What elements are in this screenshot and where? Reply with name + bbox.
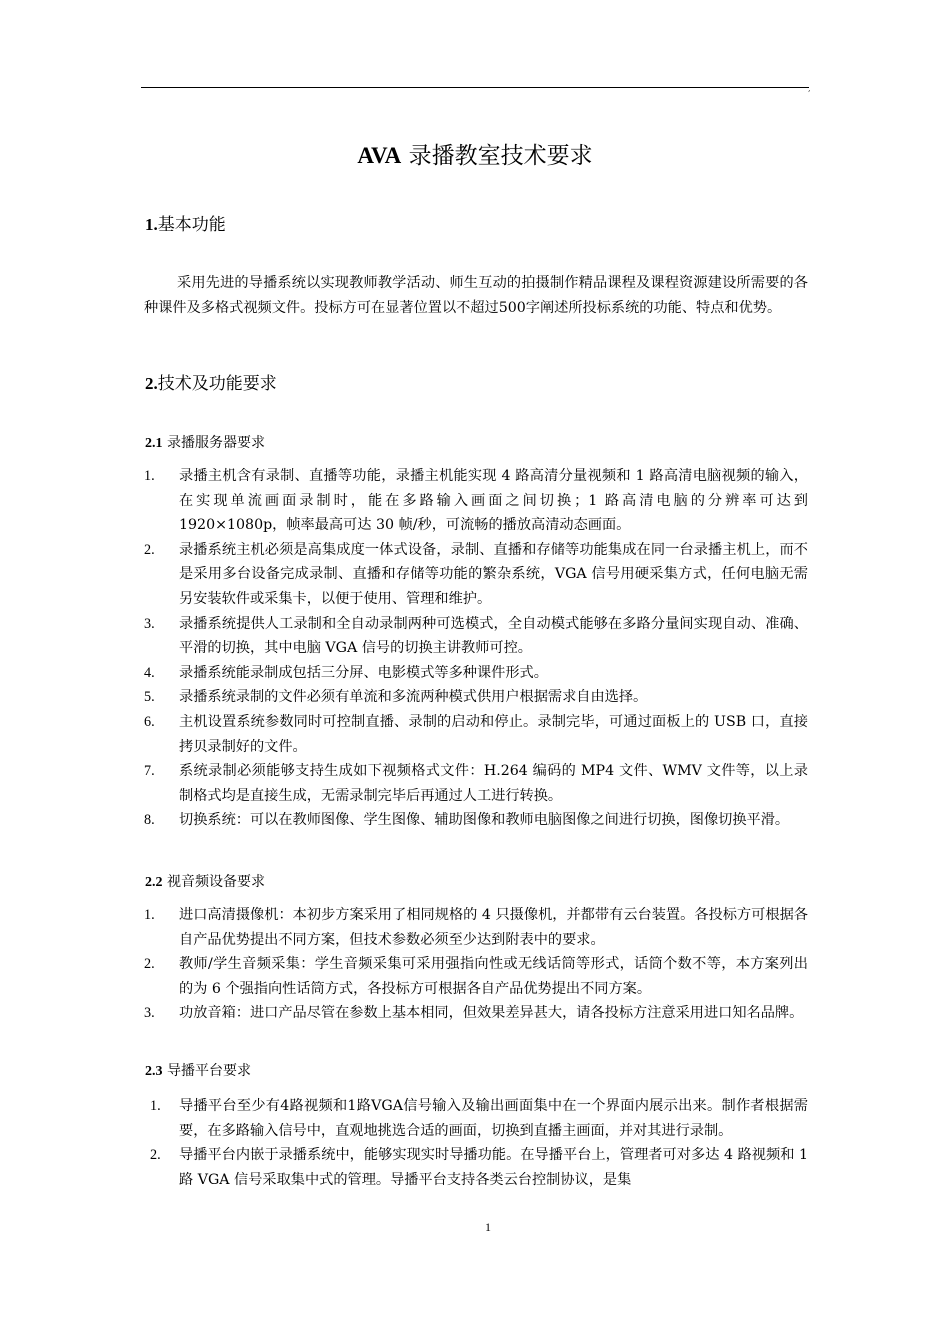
- item-number: 7.: [144, 763, 155, 780]
- list-item: [144, 710, 808, 759]
- page-number: 1: [485, 1220, 491, 1234]
- item-text: 主机设置系统参数同时可控制直播、录制的启动和停止。录制完毕，可通过面板上的 USB 口，直接拷贝录制好的文件。: [179, 713, 808, 755]
- item-number: 1.: [150, 1098, 161, 1114]
- item-text: 导播平台内嵌于录播系统中，能够实现实时导播功能。在导播平台上，管理者可对多达 4 路视频和 1 路 VGA 信号采取集中式的管理。导播平台支持各类云台控制协议，是集: [179, 1147, 808, 1188]
- item-number: 3.: [144, 1005, 155, 1022]
- title-text: 录播教室技术要求: [401, 143, 593, 169]
- section-1-heading: [145, 214, 226, 236]
- list-item: [144, 903, 808, 952]
- item-text: 教师/学生音频采集：学生音频采集可采用强指向性或无线话筒等形式，话筒个数不等，本方案列出的为 6 个强指向性话筒方式，各投标方可根据各自产品优势提出不同方案。: [179, 956, 808, 997]
- subsection-number: 2.1: [145, 436, 163, 451]
- item-number: 2.: [150, 1147, 161, 1164]
- item-text: 系统录制必须能够支持生成如下视频格式文件：H.264 编码的 MP4 文件、WMV 文件等，以上录制格式均是直接生成，无需录制完毕后再通过人工进行转换。: [179, 763, 808, 804]
- page-title: [0, 142, 950, 170]
- header-rule: [141, 87, 809, 88]
- section-number: 1.: [145, 215, 158, 234]
- item-text: 录播系统能录制成包括三分屏、电影模式等多种课件形式。: [179, 664, 548, 681]
- section-2-heading: [145, 373, 277, 395]
- subsection-title: 录播服务器要求: [162, 435, 265, 451]
- item-text: 录播主机含有录制、直播等功能，录播主机能实现 4 路高清分量视频和 1 路高清电脑视频的输入，在实现单流画面录制时，能在多路输入画面之间切换；1 路高清电脑的分辨率可达到 1920×1080p，帧率最高可达 30 帧/秒，可流畅的播放高清动态画面。: [179, 468, 808, 534]
- item-text: 录播系统主机必须是高集成度一体式设备，录制、直播和存储等功能集成在同一台录播主机上，而不是采用多台设备完成录制、直播和存储等功能的繁杂系统，VGA 信号用硬采集方式，任何电脑无需另安装软件或采集卡，以便于使用、管理和维护。: [179, 541, 808, 607]
- list-item: [144, 685, 808, 710]
- list-item: [144, 952, 808, 1001]
- item-text: 录播系统录制的文件必须有单流和多流两种模式供用户根据需求自由选择。: [179, 689, 648, 706]
- section-title: 技术及功能要求: [157, 374, 277, 394]
- subsection-title: 导播平台要求: [162, 1063, 251, 1079]
- item-text: 录播系统提供人工录制和全自动录制两种可选模式，全自动模式能够在多路分量间实现自动、准确、平滑的切换，其中电脑 VGA 信号的切换主讲教师可控。: [179, 615, 808, 657]
- list-item: [144, 538, 808, 612]
- list-item: [144, 464, 808, 538]
- list-item: [144, 1001, 808, 1026]
- item-text: 切换系统：可以在教师图像、学生图像、辅助图像和教师电脑图像之间进行切换，图像切换平滑。: [179, 812, 790, 829]
- subsection-2-3-heading: [145, 1061, 251, 1082]
- title-bold: AVA: [357, 143, 402, 168]
- subsection-2-2-list: [144, 903, 808, 1026]
- list-item: [144, 1143, 808, 1192]
- list-item: [144, 1094, 808, 1143]
- list-item: [144, 612, 808, 661]
- list-item: [144, 759, 808, 808]
- item-number: 2.: [144, 541, 155, 558]
- section-1-paragraph: 采用先进的导播系统以实现教师教学活动、师生互动的拍摄制作精品课程及课程资源建设所需要的各种课件及多格式视频文件。投标方可在显著位置以不超过500字阐述所投标系统的功能、特点和优势。: [144, 275, 808, 316]
- subsection-2-1-heading: [145, 433, 265, 454]
- section-number: 2.: [145, 374, 158, 393]
- item-number: 6.: [144, 713, 155, 730]
- header-mark: ,: [808, 84, 811, 93]
- item-number: 2.: [144, 956, 155, 973]
- section-title: 基本功能: [157, 215, 226, 235]
- item-text: 导播平台至少有4路视频和1路VGA信号输入及输出画面集中在一个界面内展示出来。制作者根据需要，在多路输入信号中，直观地挑选合适的画面，切换到直播主画面，并对其进行录制。: [179, 1098, 808, 1139]
- subsection-number: 2.2: [145, 875, 163, 890]
- subsection-number: 2.3: [145, 1064, 163, 1079]
- item-number: 1.: [144, 468, 155, 484]
- subsection-title: 视音频设备要求: [162, 874, 265, 890]
- item-text: 功放音箱：进口产品尽管在参数上基本相同，但效果差异甚大，请各投标方注意采用进口知名品牌。: [179, 1005, 804, 1022]
- subsection-2-1-list: [144, 464, 808, 833]
- list-item: [144, 661, 808, 686]
- subsection-2-2-heading: [145, 872, 265, 893]
- item-number: 3.: [144, 615, 155, 632]
- item-number: 4.: [144, 664, 155, 681]
- list-item: [144, 808, 808, 833]
- item-number: 1.: [144, 907, 155, 923]
- item-text: 进口高清摄像机：本初步方案采用了相同规格的 4 只摄像机，并都带有云台装置。各投标方可根据各自产品优势提出不同方案，但技术参数必须至少达到附表中的要求。: [179, 907, 808, 948]
- item-number: 8.: [144, 812, 155, 829]
- subsection-2-3-list: [144, 1094, 808, 1192]
- item-number: 5.: [144, 689, 155, 706]
